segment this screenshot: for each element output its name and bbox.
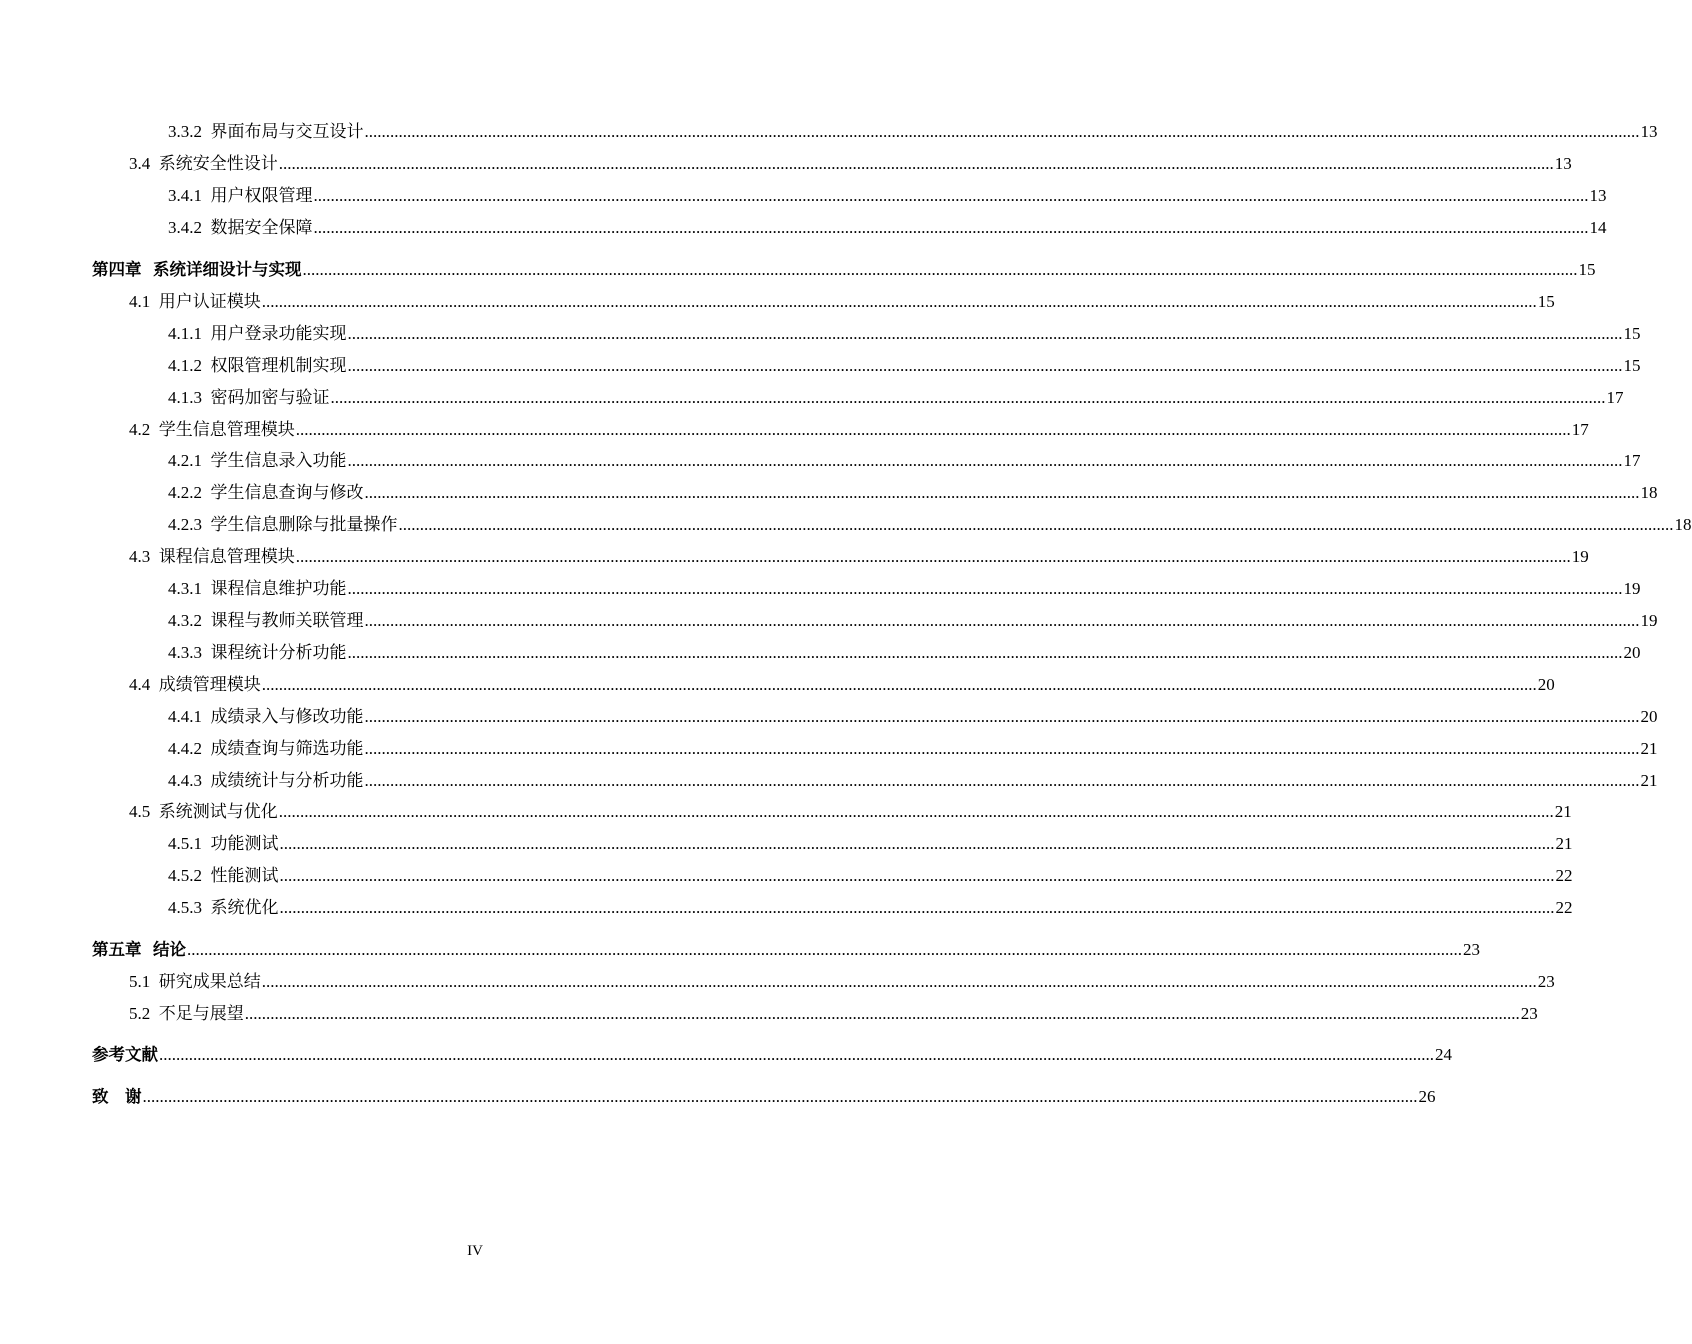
toc-entry[interactable] [0, 152, 1572, 176]
toc-leader-dots: ............................................................................................................................................................................................................................................................................................................ [347, 643, 1623, 662]
toc-leader-dots: ............................................................................................................................................................................................................................................................................................................ [295, 420, 1571, 439]
toc-entry-title: 4.5.2 性能测试 [168, 866, 279, 885]
toc-entry[interactable] [0, 577, 1641, 601]
toc-entry-page: 20 [1640, 707, 1658, 726]
toc-entry-page: 23 [1537, 972, 1555, 991]
toc-entry-title: 4.2.2 学生信息查询与修改 [168, 483, 364, 502]
toc-leader-dots: ............................................................................................................................................................................................................................................................................................................ [364, 122, 1640, 141]
toc-leader-dots: ............................................................................................................................................................................................................................................................................................................ [159, 1045, 1434, 1064]
toc-entry-title: 4.4.2 成绩查询与筛选功能 [168, 739, 364, 758]
toc-leader-dots: ............................................................................................................................................................................................................................................................................................................ [261, 972, 1537, 991]
toc-entry-page: 21 [1640, 771, 1658, 790]
toc-entry-title: 4.1 用户认证模块 [129, 292, 261, 311]
toc-entry[interactable] [0, 641, 1641, 665]
toc-entry-page: 21 [1555, 834, 1573, 853]
toc-entry-page: 15 [1578, 260, 1596, 279]
toc-entry[interactable] [0, 1085, 1436, 1109]
toc-entry-title: 第五章 结论 [92, 940, 186, 959]
toc-leader-dots: ............................................................................................................................................................................................................................................................................................................ [313, 186, 1589, 205]
toc-leader-dots: ............................................................................................................................................................................................................................................................................................................ [313, 218, 1589, 237]
toc-entry-page: 14 [1589, 218, 1607, 237]
toc-entry[interactable] [0, 705, 1658, 729]
toc-entry-page: 13 [1589, 186, 1607, 205]
toc-entry[interactable] [0, 449, 1641, 473]
toc-leader-dots: ............................................................................................................................................................................................................................................................................................................ [364, 707, 1640, 726]
toc-entry[interactable] [0, 1043, 1452, 1067]
toc-entry-page: 24 [1435, 1045, 1452, 1064]
toc-leader-dots: ............................................................................................................................................................................................................................................................................................................ [278, 154, 1554, 173]
toc-entry-page: 18 [1640, 483, 1658, 502]
page-number: IV [467, 1243, 483, 1259]
toc-entry-title: 参考文献 [92, 1045, 158, 1064]
toc-entry[interactable] [0, 800, 1572, 824]
toc-entry-page: 19 [1623, 579, 1641, 598]
toc-leader-dots: ............................................................................................................................................................................................................................................................................................................ [187, 940, 1462, 959]
toc-leader-dots: ............................................................................................................................................................................................................................................................................................................ [261, 292, 1537, 311]
toc-entry-title: 4.1.1 用户登录功能实现 [168, 324, 347, 343]
toc-entry-page: 26 [1418, 1087, 1436, 1106]
toc-leader-dots: ............................................................................................................................................................................................................................................................................................................ [330, 388, 1606, 407]
toc-entry-page: 17 [1571, 420, 1589, 439]
toc-entry[interactable] [0, 418, 1589, 442]
toc-entry[interactable] [0, 673, 1555, 697]
toc-entry[interactable] [0, 970, 1555, 994]
toc-leader-dots: ............................................................................................................................................................................................................................................................................................................ [302, 260, 1578, 279]
toc-entry-title: 4.4.3 成绩统计与分析功能 [168, 771, 364, 790]
toc-entry-title: 3.4.2 数据安全保障 [168, 218, 313, 237]
toc-leader-dots: ............................................................................................................................................................................................................................................................................................................ [364, 483, 1640, 502]
toc-entry-title: 4.3 课程信息管理模块 [129, 547, 295, 566]
toc-entry-page: 13 [1640, 122, 1658, 141]
toc-entry[interactable] [0, 322, 1641, 346]
toc-leader-dots: ............................................................................................................................................................................................................................................................................................................ [347, 451, 1623, 470]
toc-entry[interactable] [0, 1002, 1538, 1026]
toc-entry-title: 4.5 系统测试与优化 [129, 802, 278, 821]
toc-entry-title: 4.5.3 系统优化 [168, 898, 279, 917]
toc-entry-title: 4.4.1 成绩录入与修改功能 [168, 707, 364, 726]
toc-entry[interactable] [0, 737, 1658, 761]
toc-entry-page: 20 [1537, 675, 1555, 694]
toc-entry-title: 致 谢 [92, 1087, 142, 1106]
toc-entry-page: 19 [1571, 547, 1589, 566]
toc-entry-title: 4.3.3 课程统计分析功能 [168, 643, 347, 662]
toc-entry-page: 15 [1537, 292, 1555, 311]
toc-entry-page: 20 [1623, 643, 1641, 662]
toc-entry[interactable] [0, 609, 1658, 633]
toc-entry-title: 3.4 系统安全性设计 [129, 154, 278, 173]
toc-entry-page: 23 [1520, 1004, 1538, 1023]
toc-entry-title: 5.1 研究成果总结 [129, 972, 261, 991]
toc-entry-page: 22 [1555, 866, 1573, 885]
toc-entry[interactable] [0, 545, 1589, 569]
toc-entry-page: 23 [1463, 940, 1480, 959]
toc-leader-dots: ............................................................................................................................................................................................................................................................................................................ [261, 675, 1537, 694]
toc-entry-page: 19 [1640, 611, 1658, 630]
toc-leader-dots: ............................................................................................................................................................................................................................................................................................................ [364, 771, 1640, 790]
toc-leader-dots: ............................................................................................................................................................................................................................................................................................................ [398, 515, 1674, 534]
toc-entry-page: 15 [1623, 324, 1641, 343]
toc-entry[interactable] [0, 386, 1624, 410]
toc-leader-dots: ............................................................................................................................................................................................................................................................................................................ [347, 579, 1623, 598]
toc-entry-title: 3.4.1 用户权限管理 [168, 186, 313, 205]
toc-leader-dots: ............................................................................................................................................................................................................................................................................................................ [347, 324, 1623, 343]
toc-entry[interactable] [0, 864, 1573, 888]
toc-leader-dots: ............................................................................................................................................................................................................................................................................................................ [278, 802, 1554, 821]
toc-leader-dots: ............................................................................................................................................................................................................................................................................................................ [364, 611, 1640, 630]
toc-entry-title: 第四章 系统详细设计与实现 [92, 260, 302, 279]
toc-entry-page: 22 [1555, 898, 1573, 917]
toc-leader-dots: ............................................................................................................................................................................................................................................................................................................ [244, 1004, 1520, 1023]
toc-entry-title: 4.5.1 功能测试 [168, 834, 279, 853]
toc-entry[interactable] [0, 832, 1573, 856]
toc-entry-title: 4.1.3 密码加密与验证 [168, 388, 330, 407]
toc-entry[interactable] [0, 120, 1658, 144]
toc-entry[interactable] [0, 513, 1692, 537]
toc-entry-title: 5.2 不足与展望 [129, 1004, 244, 1023]
toc-leader-dots: ............................................................................................................................................................................................................................................................................................................ [364, 739, 1640, 758]
toc-entry-title: 4.4 成绩管理模块 [129, 675, 261, 694]
toc-entry[interactable] [0, 258, 1596, 282]
toc-entry[interactable] [0, 481, 1658, 505]
toc-entry-page: 17 [1606, 388, 1624, 407]
toc-entry[interactable] [0, 216, 1607, 240]
toc-entry-title: 4.1.2 权限管理机制实现 [168, 356, 347, 375]
toc-entry-title: 4.2.1 学生信息录入功能 [168, 451, 347, 470]
toc-entry-page: 21 [1554, 802, 1572, 821]
toc-leader-dots: ............................................................................................................................................................................................................................................................................................................ [279, 898, 1555, 917]
toc-entry[interactable] [0, 896, 1573, 920]
toc-entry-page: 17 [1623, 451, 1641, 470]
toc-entry[interactable] [0, 354, 1641, 378]
toc-entry[interactable] [0, 938, 1480, 962]
toc-entry[interactable] [0, 184, 1607, 208]
toc-entry-page: 15 [1623, 356, 1641, 375]
toc-leader-dots: ............................................................................................................................................................................................................................................................................................................ [279, 866, 1555, 885]
toc-entry-title: 4.2 学生信息管理模块 [129, 420, 295, 439]
toc-entry-title: 3.3.2 界面布局与交互设计 [168, 122, 364, 141]
toc-entry-title: 4.3.2 课程与教师关联管理 [168, 611, 364, 630]
toc-leader-dots: ............................................................................................................................................................................................................................................................................................................ [295, 547, 1571, 566]
toc-leader-dots: ............................................................................................................................................................................................................................................................................................................ [347, 356, 1623, 375]
toc-leader-dots: ............................................................................................................................................................................................................................................................................................................ [142, 1087, 1418, 1106]
toc-entry-page: 21 [1640, 739, 1658, 758]
toc-leader-dots: ............................................................................................................................................................................................................................................................................................................ [279, 834, 1555, 853]
toc-entry-page: 13 [1554, 154, 1572, 173]
toc-entry[interactable] [0, 769, 1658, 793]
toc-entry-title: 4.3.1 课程信息维护功能 [168, 579, 347, 598]
toc-entry-title: 4.2.3 学生信息删除与批量操作 [168, 515, 398, 534]
toc-entry-page: 18 [1674, 515, 1692, 534]
toc-entry[interactable] [0, 290, 1555, 314]
